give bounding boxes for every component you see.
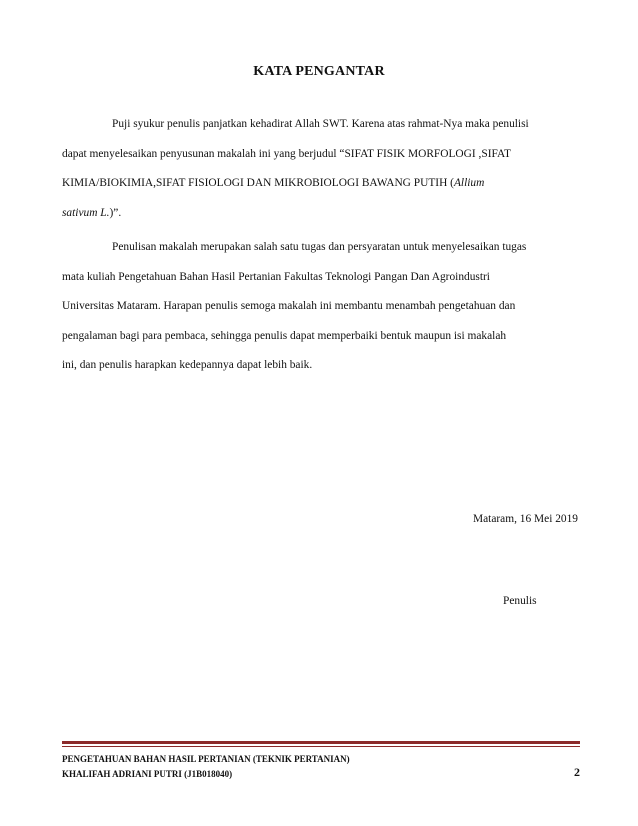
footer-divider-thick <box>62 741 580 744</box>
footer-divider-thin <box>62 746 580 747</box>
paragraph-1-line-3 <box>62 169 582 199</box>
paragraph-2-line-5: ini, dan penulis harapkan kedepannya dapat lebih baik. <box>62 359 313 371</box>
species-name-epithet: sativum L. <box>62 206 110 219</box>
page-number: 2 <box>574 765 580 779</box>
paragraph-1-line-2: dapat menyelesaikan penyusunan makalah ini yang berjudul “SIFAT FISIK MORFOLOGI ,SIFAT <box>62 147 511 160</box>
paragraph-1 <box>62 110 582 228</box>
paragraph-2-line-2: mata kuliah Pengetahuan Bahan Hasil Pertanian Fakultas Teknologi Pangan Dan Agroindustri <box>62 270 490 283</box>
paragraph-2-line-1: Penulisan makalah merupakan salah satu tugas dan persyaratan untuk menyelesaikan tugas <box>112 241 527 253</box>
signoff-place-date: Mataram, 16 Mei 2019 <box>472 513 578 525</box>
footer-author-id: KHALIFAH ADRIANI PUTRI (J1B018040) <box>62 769 233 779</box>
paragraph-2 <box>62 233 582 381</box>
species-name-genus: Allium <box>453 177 485 189</box>
paragraph-2-line-3: Universitas Mataram. Harapan penulis semoga makalah ini membantu menambah pengetahuan dan <box>62 300 516 312</box>
footer-course-title: PENGETAHUAN BAHAN HASIL PERTANIAN (TEKNIK PERTANIAN) <box>62 754 350 764</box>
paragraph-1-line-1: Puji syukur penulis panjatkan kehadirat Allah SWT. Karena atas rahmat-Nya maka penulisi <box>112 118 529 130</box>
page-title: KATA PENGANTAR <box>253 64 385 79</box>
signoff-author: Penulis <box>503 595 537 607</box>
page-footer <box>62 752 580 782</box>
paragraph-1-line-4-text: )”. <box>109 206 122 219</box>
paragraph-2-line-4: pengalaman bagi para pembaca, sehingga penulis dapat memperbaiki bentuk maupun isi makalah <box>62 329 507 342</box>
paragraph-1-line-3-text: KIMIA/BIOKIMIA,SIFAT FISIOLOGI DAN MIKROBIOLOGI BAWANG PUTIH ( <box>62 177 454 189</box>
paragraph-1-line-4 <box>62 199 582 229</box>
